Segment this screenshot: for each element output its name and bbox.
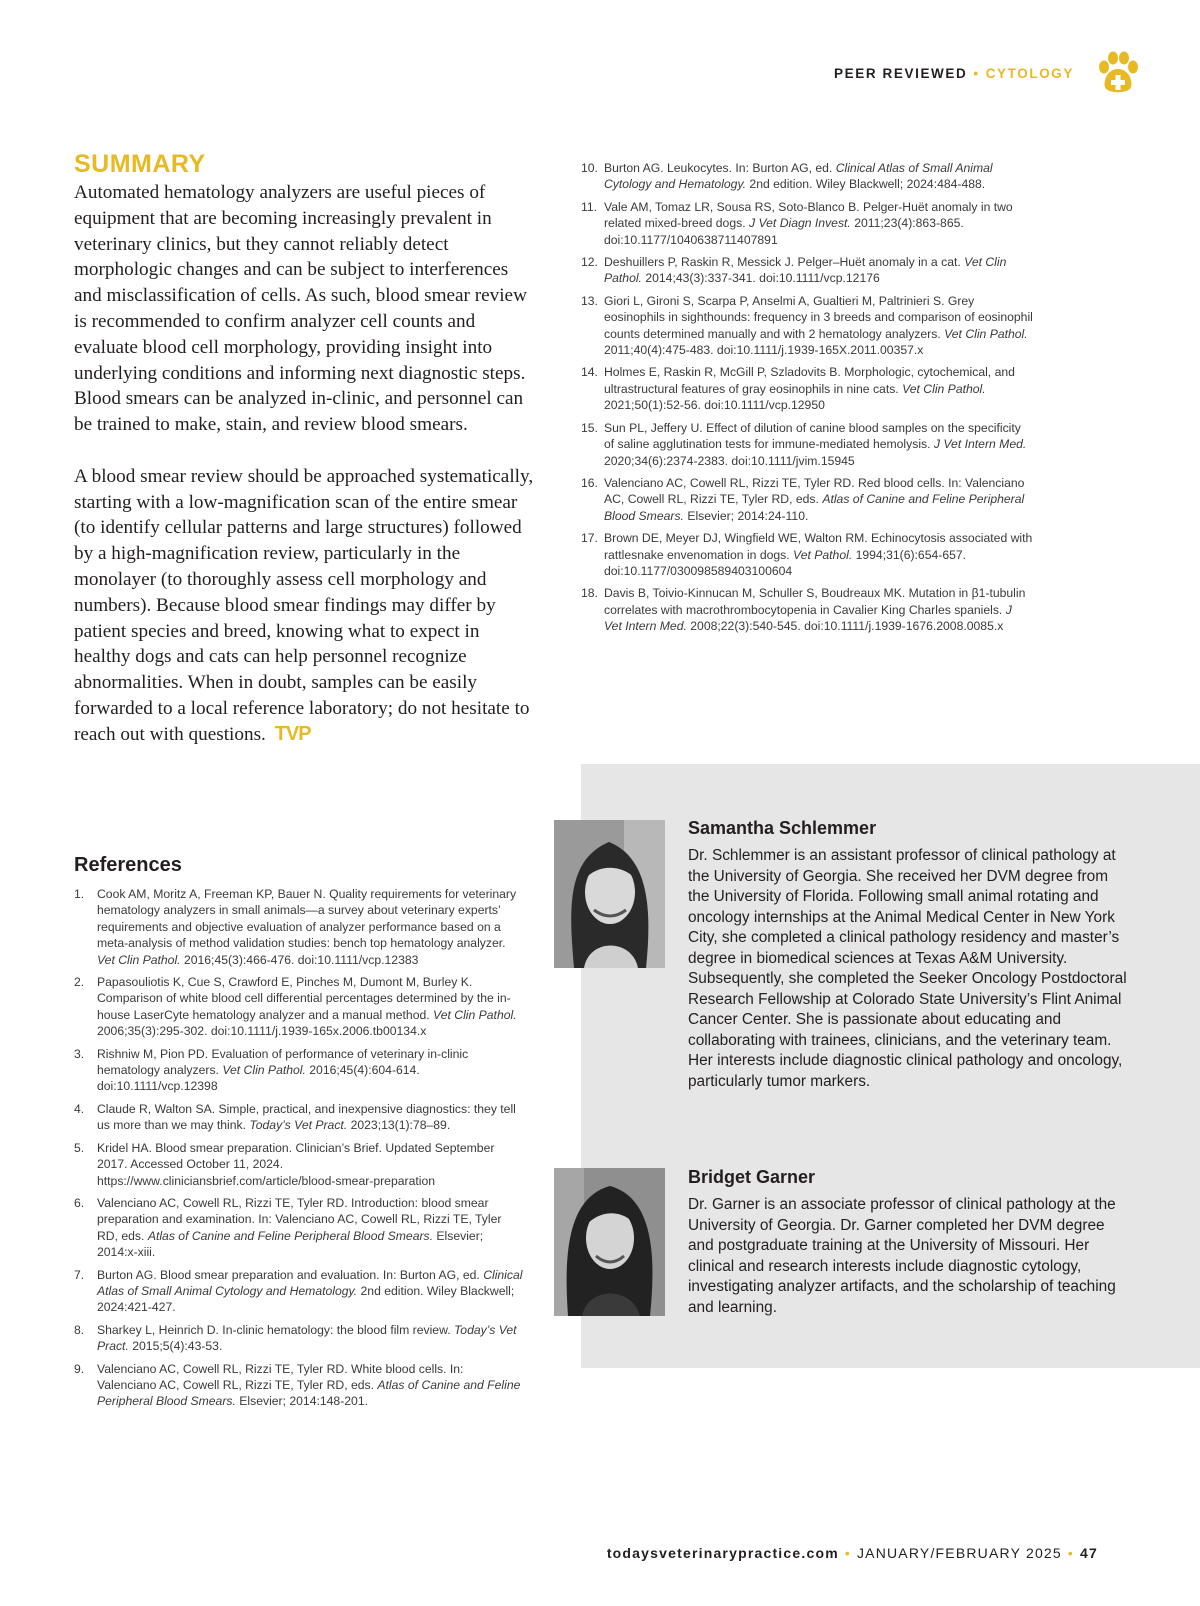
tvp-end-mark: TVP — [274, 722, 311, 745]
reference-citation: Elsevier; 2014:24-110. — [683, 508, 809, 523]
reference-item — [581, 199, 1033, 248]
reference-citation: 2008;22(3):540-545. doi:10.1111/j.1939-1676.2008.0085.x — [686, 619, 1004, 634]
summary-paragraph-1: Automated hematology analyzers are useful pieces of equipment that are becoming increasingly prevalent in veterinary clinics, but they cannot reliably detect morphologic changes and can be subject to interferences and misclassification of cells. As such, blood smear review is recommended to confirm analyzer cell counts and evaluate blood cell morphology, providing insight into underlying conditions and informing next diagnostic steps. Blood smears can be analyzed in-clinic, and personnel can be trained to make, stain, and review blood smears. — [74, 182, 527, 436]
reference-citation: 1994;31(6):654-657. doi:10.1177/030098589403100604 — [604, 547, 967, 578]
reference-text: Brown DE, Meyer DJ, Wingfield WE, Walton RM. Echinocytosis associated with rattlesnake envenomation in dogs. — [604, 531, 1033, 562]
reference-text: Deshuillers P, Raskin R, Messick J. Pelger–Huët anomaly in a cat. — [604, 255, 965, 270]
reference-item — [74, 1322, 524, 1355]
summary-paragraph-2-text: A blood smear review should be approached systematically, starting with a low-magnification scan of the entire smear (to identify cellular patterns and large structures) followed by a high-magnification review, particularly in the monolayer (to thoroughly assess cell morphology and numbers). Because blood smear findings may differ by patient species and breed, knowing what to expect in healthy dogs and cats can help personnel recognize abnormalities. When in doubt, samples can be easily forwarded to a local reference laboratory; do not hesitate to reach out with questions. — [74, 465, 534, 745]
reference-citation: 2nd edition. Wiley Blackwell; 2024:421-427. — [97, 1283, 515, 1315]
reference-item — [581, 420, 1033, 469]
reference-citation: 2015;5(4):43-53. — [128, 1339, 223, 1354]
reference-item — [74, 886, 524, 968]
reference-citation: Elsevier; 2014:x-xiii. — [97, 1228, 484, 1260]
footer-site: todaysveterinarypractice.com — [606, 1545, 839, 1561]
reference-citation: 2nd edition. Wiley Blackwell; 2024:484-488. — [746, 177, 986, 192]
reference-journal: Vet Clin Pathol. — [604, 255, 1007, 286]
reference-item — [581, 160, 1033, 193]
reference-number: 16. — [581, 475, 598, 490]
reference-journal: Vet Pathol. — [793, 547, 853, 562]
reference-citation: 2006;35(3):295-302. doi:10.1111/j.1939-165x.2006.tb00134.x — [97, 1024, 427, 1039]
author-photo-garner — [554, 1168, 665, 1316]
reference-text: Valenciano AC, Cowell RL, Rizzi TE, Tyler RD. Red blood cells. In: Valenciano AC, Cowell RL, Rizzi TE, Tyler RD, eds. — [604, 475, 1025, 507]
reference-text: Holmes E, Raskin R, McGill P, Szladovits B. Morphologic, cytochemical, and ultrastructural features of gray eosinophils in nine cats. — [604, 365, 1015, 396]
author-bio-2: Dr. Garner is an associate professor of clinical pathology at the University of Georgia. Dr. Garner completed her DVM degree and postgraduate training at the University of Missouri. Her clinical and research interests include diagnostic cytology, investigating analyzer artifacts, and the scholarship of teaching and learning. — [688, 1196, 1116, 1316]
reference-journal: J Vet Intern Med. — [604, 602, 1012, 634]
author-name-1: Samantha Schlemmer — [688, 818, 877, 838]
reference-number: 17. — [581, 531, 598, 546]
reference-citation: 2016;45(3):466-476. doi:10.1111/vcp.12383 — [180, 952, 419, 967]
reference-number: 9. — [74, 1361, 85, 1376]
reference-number: 8. — [74, 1322, 85, 1337]
header-section: CYTOLOGY — [985, 66, 1074, 81]
reference-journal: Atlas of Canine and Feline Peripheral Blood Smears. — [604, 492, 1025, 523]
reference-number: 4. — [74, 1101, 85, 1116]
reference-journal: Today’s Vet Pract. — [249, 1118, 348, 1133]
reference-text: Claude R, Walton SA. Simple, practical, and inexpensive diagnostics: they tell us more than we may think. — [97, 1101, 516, 1133]
reference-item — [74, 1046, 524, 1095]
reference-journal: Atlas of Canine and Feline Peripheral Blood Smears. — [147, 1228, 434, 1243]
reference-item — [581, 293, 1033, 359]
reference-text: Sharkey L, Heinrich D. In-clinic hematology: the blood film review. — [97, 1322, 454, 1337]
reference-item — [74, 1195, 524, 1261]
summary-heading: SUMMARY — [74, 150, 206, 178]
reference-text: Vale AM, Tomaz LR, Sousa RS, Soto-Blanco B. Pelger-Huët anomaly in two related mixed-breed dogs. — [604, 199, 1013, 231]
footer-separator-2: • — [1067, 1545, 1075, 1561]
reference-text: Cook AM, Moritz A, Freeman KP, Bauer N. Quality requirements for veterinary hematology analyzers in small animals—a survey about veterinary experts’ requirements and objective evaluation of analyzer performance based on a meta-analysis of method validation studies: bench top hematology analyzer. — [97, 887, 517, 951]
reference-citation: 2014;43(3):337-341. doi:10.1111/vcp.12176 — [641, 271, 880, 286]
reference-number: 18. — [581, 586, 598, 601]
page-header — [834, 66, 1074, 81]
reference-number: 3. — [74, 1046, 85, 1061]
reference-citation: 2016;45(4):604-614. doi:10.1111/vcp.12398 — [97, 1063, 420, 1094]
reference-item — [581, 475, 1033, 524]
reference-number: 6. — [74, 1195, 85, 1210]
reference-text: Burton AG. Blood smear preparation and evaluation. In: Burton AG, ed. — [97, 1267, 484, 1282]
reference-number: 12. — [581, 255, 598, 270]
reference-text: Davis B, Toivio-Kinnucan M, Schuller S, Boudreaux MK. Mutation in β1-tubulin correlates with macrothrombocytopenia in Cavalier King Charles spaniels. — [604, 586, 1026, 617]
reference-number: 11. — [581, 199, 598, 214]
reference-text: Valenciano AC, Cowell RL, Rizzi TE, Tyler RD. Introduction: blood smear preparation and examination. In: Valenciano AC, Cowell RL, Rizzi TE, Tyler RD, eds. — [97, 1195, 502, 1243]
reference-citation: 2020;34(6):2374-2383. doi:10.1111/jvim.15945 — [604, 453, 855, 468]
reference-journal: Clinical Atlas of Small Animal Cytology and Hematology. — [97, 1267, 523, 1298]
reference-journal: Vet Clin Pathol. — [902, 381, 986, 396]
reference-item — [74, 1361, 524, 1410]
reference-citation: Elsevier; 2014:148-201. — [235, 1394, 368, 1409]
reference-citation: 2011;40(4):475-483. doi:10.1111/j.1939-165X.2011.00357.x — [604, 343, 924, 358]
reference-number: 15. — [581, 420, 598, 435]
reference-number: 2. — [74, 975, 85, 990]
header-label: PEER REVIEWED — [834, 66, 968, 81]
reference-text: Valenciano AC, Cowell RL, Rizzi TE, Tyler RD. White blood cells. In: Valenciano AC, Cowell RL, Rizzi TE, Tyler RD, eds. — [97, 1361, 464, 1392]
reference-journal: Vet Clin Pathol. — [944, 326, 1028, 341]
reference-journal: J Vet Diagn Invest. — [748, 216, 851, 231]
reference-number: 14. — [581, 365, 598, 380]
reference-citation: 2023;13(1):78–89. — [347, 1118, 451, 1133]
page-number: 47 — [1080, 1545, 1098, 1561]
reference-journal: Atlas of Canine and Feline Peripheral Blood Smears. — [97, 1377, 521, 1409]
reference-item — [581, 254, 1033, 287]
reference-item — [74, 1101, 524, 1134]
reference-item — [581, 530, 1033, 579]
reference-journal: Clinical Atlas of Small Animal Cytology and Hematology. — [604, 161, 993, 192]
reference-journal: Vet Clin Pathol. — [222, 1063, 306, 1078]
reference-item — [74, 974, 524, 1040]
references-heading: References — [74, 854, 182, 876]
references-list-right — [581, 160, 1033, 641]
reference-number: 7. — [74, 1267, 85, 1282]
reference-number: 10. — [581, 161, 598, 175]
reference-journal: Today’s Vet Pract. — [97, 1322, 517, 1354]
reference-citation: 2011;23(4):863-865. doi:10.1177/1040638711407891 — [604, 216, 964, 247]
summary-body — [74, 180, 534, 773]
reference-item — [581, 364, 1033, 413]
reference-journal: J Vet Intern Med. — [933, 437, 1027, 452]
reference-number: 1. — [74, 887, 85, 901]
page-footer — [607, 1545, 1098, 1561]
reference-text: Kridel HA. Blood smear preparation. Clinician’s Brief. Updated September 2017. Accessed October 11, 2024. https://www.cliniciansbrief.com/article/blood-smear-preparation — [97, 1140, 495, 1188]
reference-item — [581, 585, 1033, 634]
reference-item — [74, 1140, 524, 1189]
reference-text: Giori L, Gironi S, Scarpa P, Anselmi A, Gualtieri M, Paltrinieri S. Grey eosinophils in sighthounds: frequency in 3 breeds and comparison of eosinophil counts determined manually and with 2 hematology analyzers. — [604, 293, 1033, 341]
reference-journal: Vet Clin Pathol. — [97, 952, 181, 967]
reference-journal: Vet Clin Pathol. — [433, 1007, 517, 1022]
footer-separator-1: • — [844, 1545, 851, 1561]
summary-paragraph-2 — [74, 464, 534, 748]
reference-text: Sun PL, Jeffery U. Effect of dilution of canine blood samples on the specificity of saline agglutination tests for immune-mediated hemolysis. — [604, 420, 1021, 452]
references-list-left — [74, 886, 524, 1416]
reference-number: 13. — [581, 293, 598, 308]
author-photo-schlemmer — [554, 820, 665, 968]
reference-text: Rishniw M, Pion PD. Evaluation of performance of veterinary in-clinic hematology analyzers. — [97, 1046, 469, 1078]
reference-number: 5. — [74, 1140, 85, 1155]
reference-text: Papasouliotis K, Cue S, Crawford E, Pinches M, Dumont M, Burley K. Comparison of white blood cell differential percentages determined by the in-house LaserCyte hematology analyzer and a manual method. — [97, 975, 511, 1022]
author-name-2: Bridget Garner — [688, 1167, 816, 1187]
reference-item — [74, 1267, 524, 1316]
paw-plus-icon — [1094, 50, 1142, 98]
author-bio-1: Dr. Schlemmer is an assistant professor of clinical pathology at the University of Georgia. She received her DVM degree from the University of Florida. Following small animal rotating and oncology internships at the Animal Medical Center in New York City, she completed a clinical pathology residency and master’s degree in biomedical sciences at Texas A&M University. Subsequently, she completed the Seeker Oncology Postdoctoral Research Fellowship at Colorado State University’s Flint Animal Cancer Center. She is passionate about educating and collaborating with trainees, clinicians, and the veterinary team. Her interests include diagnostic clinical pathology and oncology, particularly tumor markers. — [688, 847, 1127, 1090]
reference-text: Burton AG. Leukocytes. In: Burton AG, ed. — [604, 161, 836, 175]
footer-issue: JANUARY/FEBRUARY 2025 — [856, 1545, 1062, 1561]
header-separator: • — [973, 66, 980, 81]
reference-citation: 2021;50(1):52-56. doi:10.1111/vcp.12950 — [604, 398, 825, 413]
